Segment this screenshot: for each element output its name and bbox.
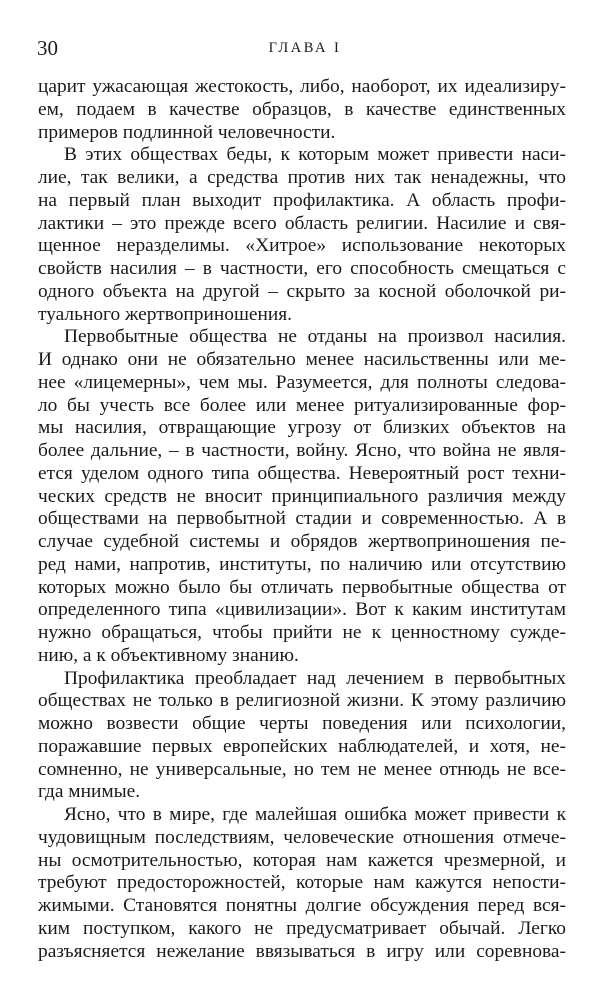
paragraph <box>38 144 566 326</box>
text-line: лактики – это прежде всего область религии. Насилие и свя- <box>38 212 566 234</box>
text-line: требуют предосторожностей, которые нам кажутся непости- <box>38 872 566 894</box>
text-line: свойств насилия – в частности, его способность смещаться с <box>38 258 566 279</box>
paragraph <box>38 804 566 963</box>
text-line: щенное неразделимы. «Хитрое» использование некоторых <box>38 235 566 257</box>
running-head: ГЛАВА I <box>268 40 342 56</box>
text-line: нее «лицемерны», чем мы. Разумеется, для полноты следова- <box>38 371 566 393</box>
text-line: мы насилия, отвращающие угрозу от близких объектов на <box>38 417 566 439</box>
text-line: одного объекта на другой – скрыто за косной оболочкой ри- <box>38 280 566 302</box>
text-line: определенного типа «цивилизации». Вот к каким институтам <box>38 599 566 621</box>
text-line: сомненно, не универсальные, но тем не менее отнюдь не все- <box>38 758 566 780</box>
text-line: ло бы учесть все более или менее ритуализированные фор- <box>38 394 566 416</box>
text-line: примеров подлинной человечности. <box>38 121 336 143</box>
text-line: ется уделом одного типа общества. Невероятный рост техни- <box>38 462 566 484</box>
text-line: В этих обществах беды, к которым может привести наси- <box>64 144 566 166</box>
text-line: более дальние, – в частности, войну. Ясно, что война не явля- <box>38 440 566 461</box>
text-line: И однако они не обязательно менее насильственны или ме- <box>38 349 566 370</box>
text-line: нию, а к объективному знанию. <box>38 644 299 666</box>
text-line: разъясняется нежелание ввязываться в игру или соревнова- <box>38 940 566 962</box>
page-number: 30 <box>37 36 58 60</box>
text-line: жимыми. Становятся понятны долгие обсуждения перед вся- <box>38 895 566 916</box>
body-text <box>38 76 566 963</box>
paragraph <box>38 76 566 144</box>
text-line: лие, так велики, а средства против них так ненадежны, что <box>38 167 566 188</box>
text-line: ем, подаем в качестве образцов, в качестве единственных <box>38 98 566 120</box>
paragraph <box>38 668 566 805</box>
text-line: царит ужасающая жестокость, либо, наоборот, их идеализиру- <box>38 76 566 97</box>
text-line: ны осмотрительностью, которая нам кажется чрезмерной, и <box>38 849 566 871</box>
text-line: Ясно, что в мире, где малейшая ошибка может привести к <box>64 804 566 825</box>
text-line: гда мнимые. <box>38 781 141 803</box>
text-line: Первобытные общества не отданы на произвол насилия. <box>64 326 566 348</box>
text-line: обществами на первобытной стадии и современностью. А в <box>38 508 566 530</box>
text-line: обществах не только в религиозной жизни. К этому различию <box>38 690 566 712</box>
text-line: можно возвести общие черты поведения или психологии, <box>38 713 566 734</box>
text-line: которых можно было бы отличать первобытные общества от <box>38 576 566 598</box>
text-line: ким поступком, какого не предусматривает обычай. Легко <box>38 917 566 939</box>
text-line: туального жертвоприношения. <box>38 303 292 325</box>
text-line: ред нами, напротив, институты, по наличию или отсутствию <box>38 553 566 575</box>
text-line: случае судебной системы и обрядов жертвоприношения пе- <box>38 531 566 552</box>
text-line: Профилактика преобладает над лечением в первобытных <box>64 667 566 689</box>
text-line: поражавшие первых европейских наблюдателей, и хотя, не- <box>38 735 566 757</box>
paragraph <box>38 326 566 667</box>
text-line: на первый план выходит профилактика. А область профи- <box>38 189 566 211</box>
text-line: нужно обращаться, чтобы прийти не к ценностному сужде- <box>38 622 566 643</box>
text-line: чудовищным последствиям, человеческие отношения отмече- <box>38 826 566 848</box>
text-line: ческих средств не вносит принципиального различия между <box>38 485 566 507</box>
